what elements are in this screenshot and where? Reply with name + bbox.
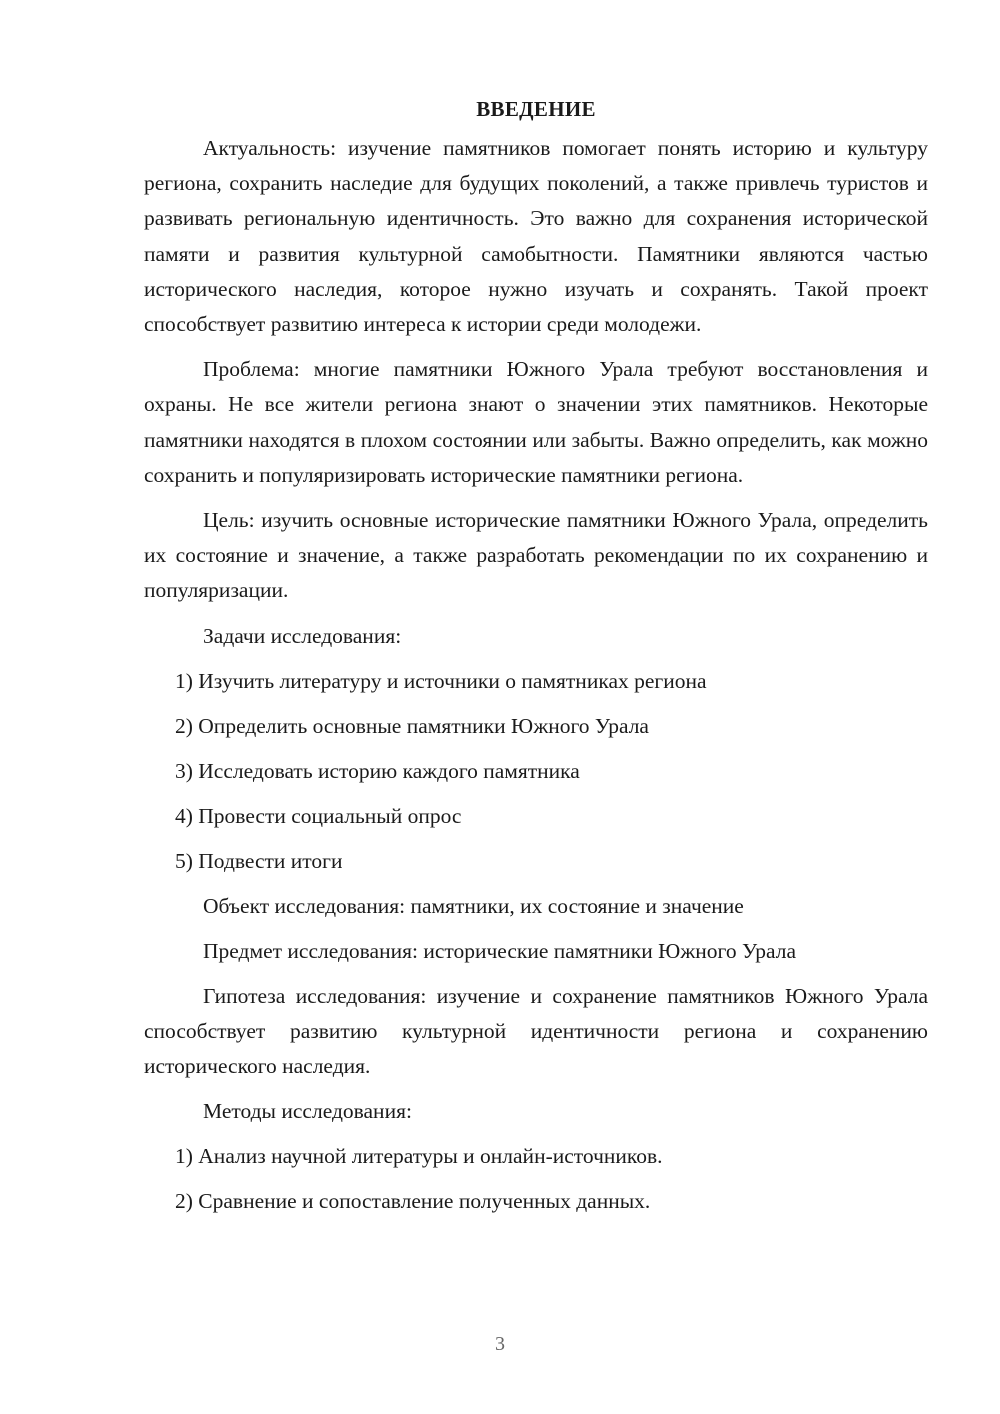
task-item-1: 1) Изучить литературу и источники о памятниках региона: [175, 668, 707, 693]
research-subject: Предмет исследования: исторические памятники Южного Урала: [203, 938, 797, 963]
task-item-4: 4) Провести социальный опрос: [175, 803, 462, 828]
research-object: Объект исследования: памятники, их состояние и значение: [203, 893, 744, 918]
goal-paragraph: Цель: изучить основные исторические памятники Южного Урала, определить их состояние и значение, а также разработать рекомендации по их сохранению и популяризации.: [144, 508, 928, 603]
relevance-paragraph: Актуальность: изучение памятников помогает понять историю и культуру региона, сохранить наследие для будущих поколений, а также привлечь туристов и развивать региональную идентичность. Это важно для сохранения исторической памяти и развития культурной самобытности. Памятники являются частью исторического наследия, которое нужно изучать и сохранять. Такой проект способствует развитию интереса к истории среди молодежи.: [144, 136, 928, 337]
method-item-1: 1) Анализ научной литературы и онлайн-источников.: [175, 1144, 663, 1169]
document-page: [144, 92, 928, 1229]
page-number: 3: [495, 1333, 505, 1355]
problem-paragraph: Проблема: многие памятники Южного Урала требуют восстановления и охраны. Не все жители региона знают о значении этих памятников. Некоторые памятники находятся в плохом состоянии или забыты. Важно определить, как можно сохранить и популяризировать исторические памятники региона.: [144, 357, 928, 487]
task-item-3: 3) Исследовать историю каждого памятника: [175, 758, 580, 783]
tasks-heading: Задачи исследования:: [203, 623, 402, 648]
hypothesis-paragraph: Гипотеза исследования: изучение и сохранение памятников Южного Урала способствует развитию культурной идентичности региона и сохранению исторического наследия.: [144, 983, 928, 1079]
task-item-2: 2) Определить основные памятники Южного Урала: [175, 713, 649, 738]
method-item-2: 2) Сравнение и сопоставление полученных данных.: [175, 1189, 651, 1214]
methods-heading: Методы исследования:: [203, 1099, 412, 1124]
task-item-5: 5) Подвести итоги: [175, 848, 343, 873]
section-title: ВВЕДЕНИЕ: [476, 97, 596, 121]
